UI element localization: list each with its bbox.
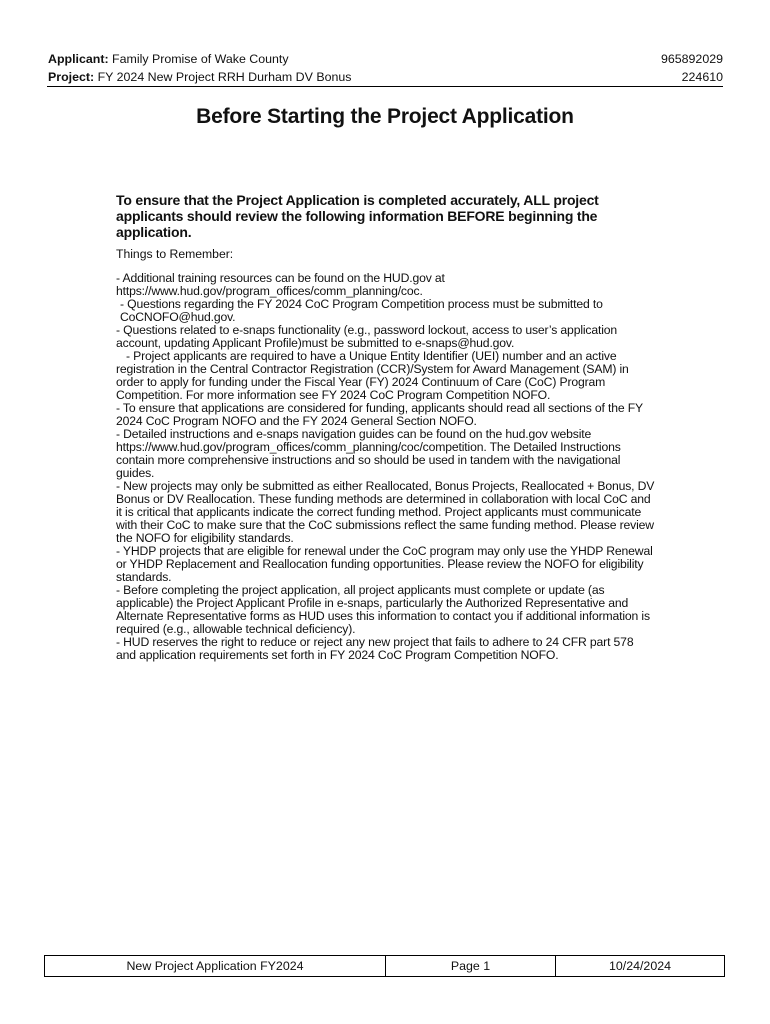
list-item: - HUD reserves the right to reduce or reject any new project that fails to adhere to 24 CFR part 578 and application requirements set forth in FY 2024 CoC Program Competition NOFO. <box>116 635 634 662</box>
header-left <box>48 50 351 86</box>
page-title: Before Starting the Project Application <box>196 105 574 128</box>
footer-form-name: New Project Application FY2024 <box>45 956 386 976</box>
project-line <box>48 68 351 86</box>
remember-list <box>116 272 656 662</box>
header-right <box>661 50 723 86</box>
applicant-id: 965892029 <box>660 52 723 66</box>
footer-page-number: Page 1 <box>386 956 556 976</box>
list-item: - Detailed instructions and e-snaps navigation guides can be found on the hud.gov website https://www.hud.gov/program_offices/comm_planning/coc/competition. The Detailed Instructions contain more comprehensive instructions and so should be used in tandem with the navigational guides. <box>116 427 621 480</box>
list-item: - Additional training resources can be found on the HUD.gov at https://www.hud.gov/program_offices/comm_planning/coc. <box>116 271 445 298</box>
applicant-value: Family Promise of Wake County <box>112 52 289 66</box>
footer-date: 10/24/2024 <box>608 959 671 973</box>
list-item: - Questions related to e-snaps functionality (e.g., password lockout, access to user’s application account, updating Applicant Profile)must be submitted to e-snaps@hud.gov. <box>116 323 618 350</box>
project-value: FY 2024 New Project RRH Durham DV Bonus <box>97 70 352 84</box>
applicant-line <box>48 50 351 68</box>
applicant-label: Applicant: <box>48 52 109 66</box>
things-to-remember-heading: Things to Remember: <box>116 247 234 261</box>
intro-text: To ensure that the Project Application is completed accurately, ALL project applicants should review the following information BEFORE beginning the application. <box>116 192 599 240</box>
header-divider <box>47 86 723 87</box>
list-item: - To ensure that applications are considered for funding, applicants should read all sections of the FY 2024 CoC Program NOFO and the FY 2024 General Section NOFO. <box>116 401 643 428</box>
project-id: 224610 <box>681 70 723 84</box>
list-item: - YHDP projects that are eligible for renewal under the CoC program may only use the YHDP Renewal or YHDP Replacement and Reallocation funding opportunities. Please review the NOFO for eligibility standards. <box>116 544 653 584</box>
list-item: - Before completing the project application, all project applicants must complete or update (as applicable) the Project Applicant Profile in e-snaps, particularly the Authorized Representative and Alternate Representative forms as HUD uses this information to contact you if additional information is required (e.g., allowable technical deficiency). <box>116 583 650 636</box>
list-item: - New projects may only be submitted as either Reallocated, Bonus Projects, Reallocated + Bonus, DV Bonus or DV Reallocation. These funding methods are determined in collaboration with local CoC and it is critical that applicants indicate the correct funding method. Project applicants must communicate with their CoC to make sure that the CoC submissions reflect the same funding method. Please review the NOFO for eligibility standards. <box>116 479 655 545</box>
page-footer <box>44 955 725 977</box>
project-label: Project: <box>48 70 95 84</box>
list-item: - Questions regarding the FY 2024 CoC Program Competition process must be submitted to CoCNOFO@hud.gov. <box>120 297 603 324</box>
list-item: - Project applicants are required to have a Unique Entity Identifier (UEI) number and an active registration in the Central Contractor Registration (CCR)/System for Award Management (SAM) in order to apply for funding under the Fiscal Year (FY) 2024 Continuum of Care (CoC) Program Competition. For more information see FY 2024 CoC Program Competition NOFO. <box>116 349 629 402</box>
